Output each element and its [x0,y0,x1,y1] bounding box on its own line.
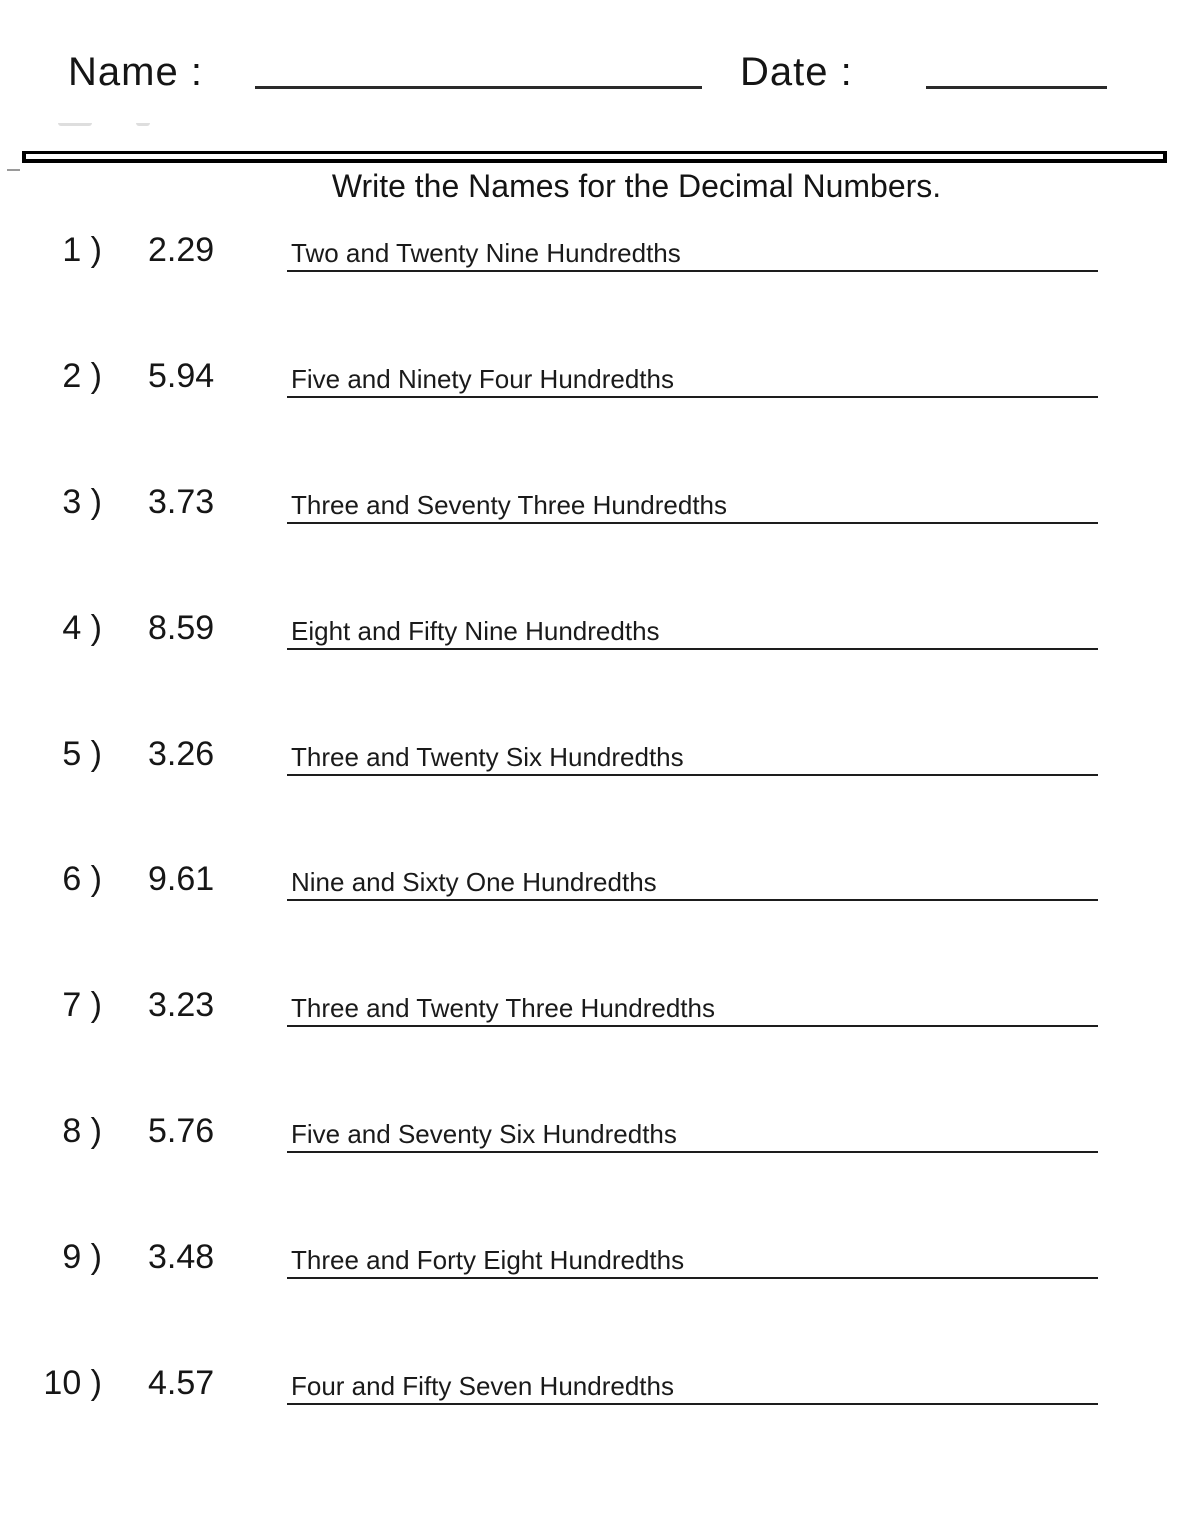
decimal-value: 2.29 [148,231,215,269]
decimal-value: 4.57 [148,1364,215,1402]
answer-text: Two and Twenty Nine Hundredths [291,238,681,268]
answer-text: Five and Ninety Four Hundredths [291,364,674,394]
answer-line [287,604,1098,650]
answer-text: Nine and Sixty One Hundredths [291,867,657,897]
decimal-value: 5.76 [148,1112,215,1150]
decimal-value: 3.23 [148,986,215,1024]
answer-text: Three and Twenty Three Hundredths [291,993,715,1023]
worksheet-row [0,1359,1187,1405]
date-field-line[interactable] [926,86,1107,89]
worksheet-row [0,855,1187,901]
answer-text: Four and Fifty Seven Hundredths [291,1371,674,1401]
decimal-value: 3.26 [148,735,215,773]
decimal-value: 9.61 [148,860,215,898]
worksheet-row [0,730,1187,776]
question-number: 10 ) [43,1364,102,1402]
answer-line [287,1359,1098,1405]
question-number: 4 ) [62,609,102,647]
worksheet-row [0,352,1187,398]
question-number: 9 ) [62,1238,102,1276]
worksheet-row [0,981,1187,1027]
question-number: 2 ) [62,357,102,395]
decimal-value: 5.94 [148,357,215,395]
answer-line [287,981,1098,1027]
worksheet-row [0,604,1187,650]
answer-line [287,730,1098,776]
question-number: 8 ) [62,1112,102,1150]
worksheet-row [0,226,1187,272]
decimal-value: 3.48 [148,1238,215,1276]
answer-text: Three and Seventy Three Hundredths [291,490,728,520]
answer-text: Three and Forty Eight Hundredths [291,1245,685,1275]
worksheet-row [0,478,1187,524]
scan-artifact [136,120,150,126]
answer-line [287,1233,1098,1279]
name-label: Name : [68,50,203,94]
worksheet-row [0,1233,1187,1279]
date-label: Date : [740,50,853,94]
scan-artifact [58,120,92,126]
question-number: 7 ) [62,986,102,1024]
question-number: 6 ) [62,860,102,898]
answer-line [287,352,1098,398]
name-field-line[interactable] [255,86,702,89]
answer-line [287,1107,1098,1153]
question-number: 5 ) [62,735,102,773]
answer-text: Eight and Fifty Nine Hundredths [291,616,660,646]
question-number: 1 ) [62,231,102,269]
question-number: 3 ) [62,483,102,521]
decimal-value: 8.59 [148,609,215,647]
answer-line [287,226,1098,272]
worksheet-row [0,1107,1187,1153]
answer-line [287,855,1098,901]
decimal-value: 3.73 [148,483,215,521]
worksheet-title: Write the Names for the Decimal Numbers. [331,168,942,204]
answer-text: Three and Twenty Six Hundredths [291,742,684,772]
answer-line [287,478,1098,524]
header-divider-rule [22,151,1167,163]
answer-text: Five and Seventy Six Hundredths [291,1119,677,1149]
